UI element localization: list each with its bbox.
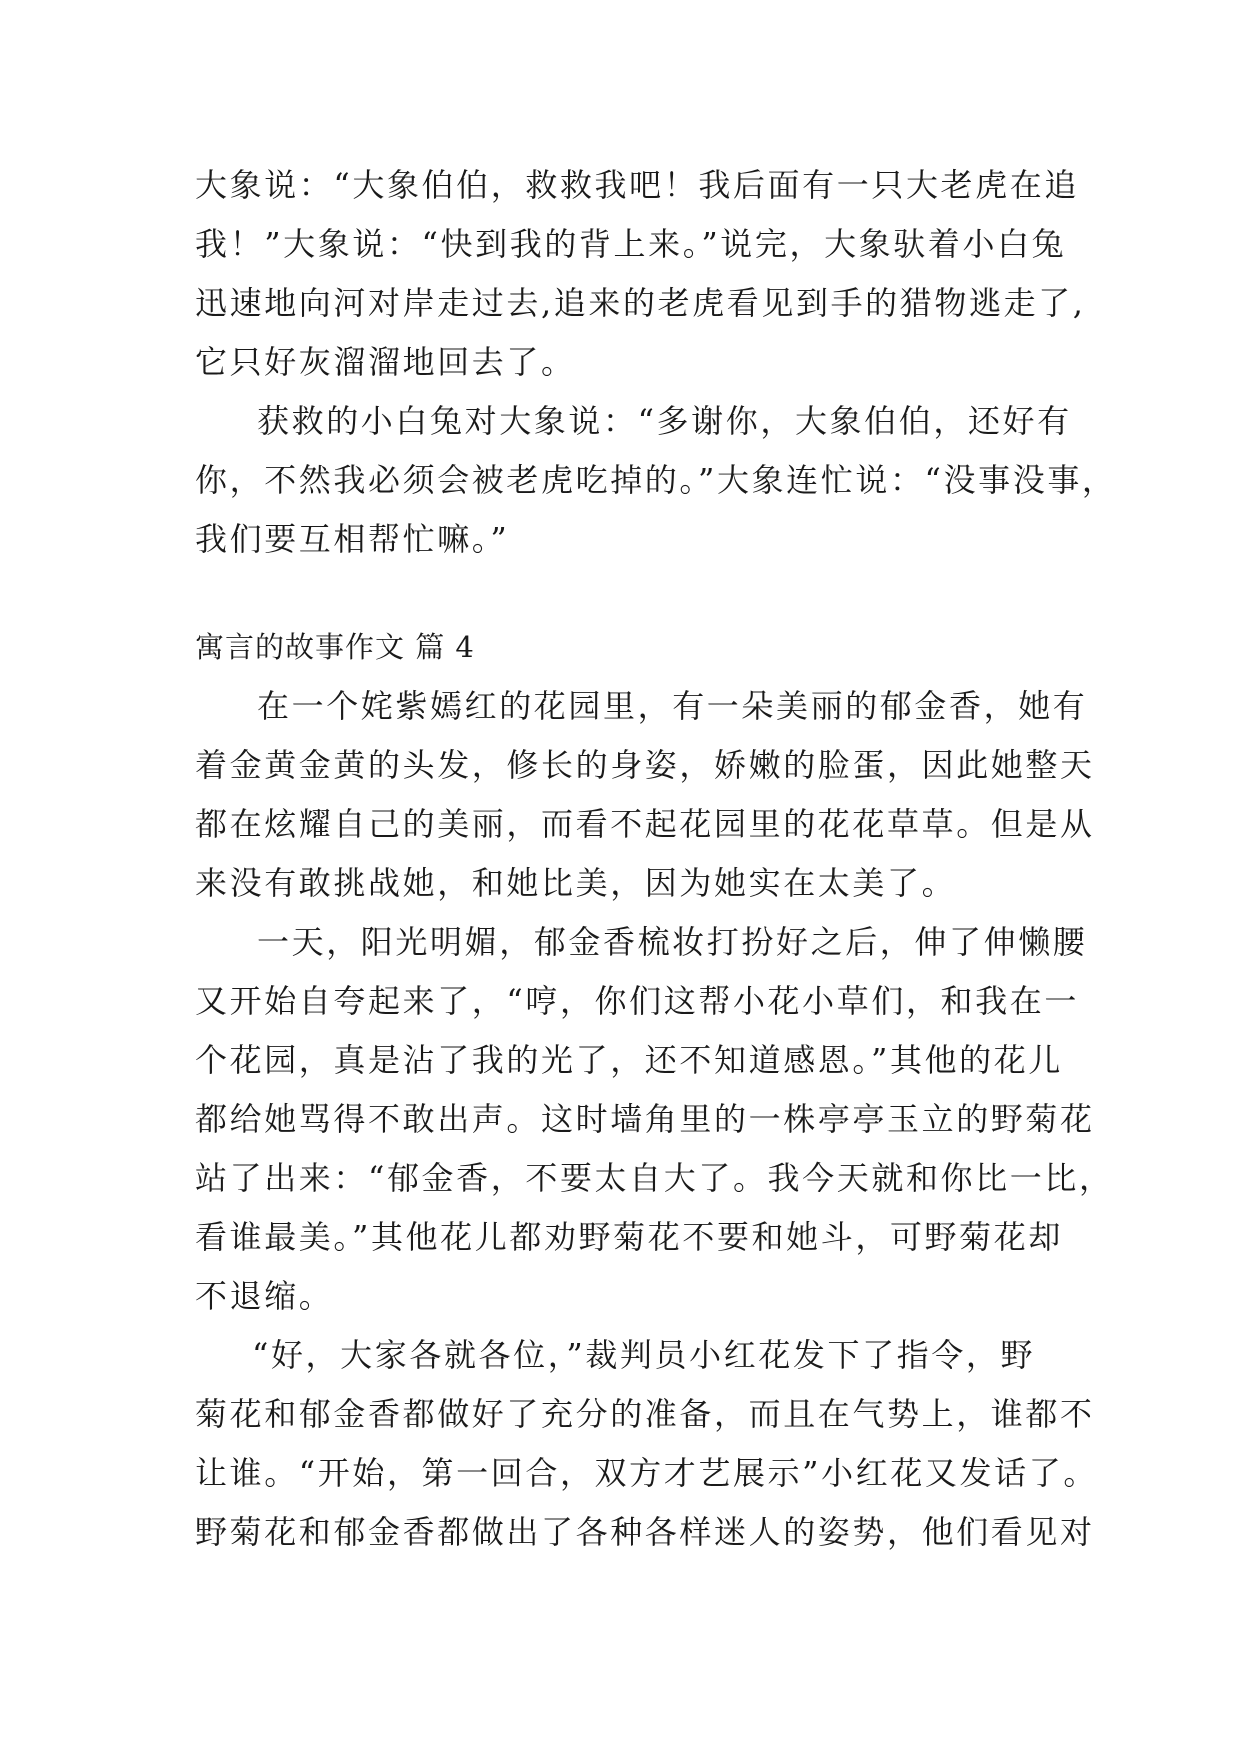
text-line: 看谁最美。”其他花儿都劝野菊花不要和她斗，可野菊花却: [195, 1218, 1063, 1256]
text-line: 它只好灰溜溜地回去了。: [195, 343, 576, 381]
text-line: 都给她骂得不敢出声。这时墙角里的一株亭亭玉立的野菊花: [195, 1100, 1095, 1138]
text-line: 获救的小白兔对大象说：“多谢你，大象伯伯，还好有: [257, 402, 1072, 440]
text-line: 站了出来：“郁金香，不要太自大了。我今天就和你比一比，: [195, 1159, 1114, 1197]
text-line: 我！”大象说：“快到我的背上来。”说完，大象驮着小白兔: [195, 225, 1067, 263]
text-line: 菊花和郁金香都做好了充分的准备，而且在气势上，谁都不: [195, 1395, 1095, 1433]
text-line: 都在炫耀自己的美丽，而看不起花园里的花花草草。但是从: [195, 805, 1095, 843]
text-line: 又开始自夸起来了，“哼，你们这帮小花小草们，和我在一: [195, 982, 1079, 1020]
text-line: 大象说：“大象伯伯，救救我吧！我后面有一只大老虎在追: [195, 166, 1079, 204]
text-line: 在一个姹紫嫣红的花园里，有一朵美丽的郁金香，她有: [257, 687, 1088, 725]
text-line: 迅速地向河对岸走过去,追来的老虎看见到手的猎物逃走了,: [195, 284, 1086, 322]
text-line: 来没有敢挑战她，和她比美，因为她实在太美了。: [195, 864, 957, 902]
text-line: 野菊花和郁金香都做出了各种各样迷人的姿势，他们看见对: [195, 1513, 1095, 1551]
text-line: “好，大家各就各位，”裁判员小红花发下了指令，野: [252, 1336, 1036, 1374]
text-line: 让谁。“开始，第一回合，双方才艺展示”小红花又发话了。: [195, 1454, 1098, 1492]
text-line: 不退缩。: [195, 1277, 334, 1315]
text-line: 你，不然我必须会被老虎吃掉的。”大象连忙说：“没事没事，: [195, 461, 1117, 499]
text-line: 一天，阳光明媚，郁金香梳妆打扮好之后，伸了伸懒腰: [257, 923, 1088, 961]
text-line: 我们要互相帮忙嘛。”: [195, 520, 510, 558]
text-line: 着金黄金黄的头发，修长的身姿，娇嫩的脸蛋，因此她整天: [195, 746, 1095, 784]
section-heading: 寓言的故事作文 篇 4: [195, 630, 475, 664]
text-line: 个花园，真是沾了我的光了，还不知道感恩。”其他的花儿: [195, 1041, 1063, 1079]
